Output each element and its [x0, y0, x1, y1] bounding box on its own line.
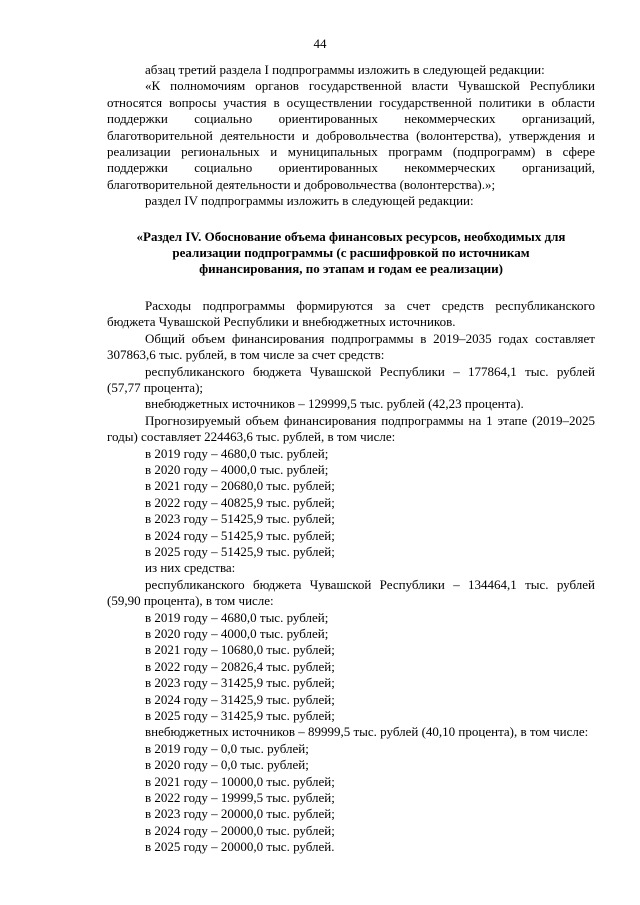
list-item: в 2019 году – 4680,0 тыс. рублей; — [145, 609, 329, 625]
list-item: в 2022 году – 20826,4 тыс. рублей; — [145, 658, 335, 674]
list-item: в 2023 году – 31425,9 тыс. рублей; — [145, 675, 335, 691]
list-item: в 2024 году – 20000,0 тыс. рублей; — [145, 822, 335, 838]
paragraph-stage1: Прогнозируемый объем финансирования подпрограммы на 1 этапе (2019–2025 годы) составляет 224463,6 тыс. рублей, в том числе: — [107, 412, 595, 445]
list-item: в 2022 году – 19999,5 тыс. рублей; — [145, 790, 335, 806]
paragraph-extrabudget-total: внебюджетных источников – 129999,5 тыс. рублей (42,23 процента). — [145, 396, 524, 412]
list-item: в 2024 году – 51425,9 тыс. рублей; — [145, 527, 335, 543]
list-item: в 2025 году – 51425,9 тыс. рублей; — [145, 543, 335, 559]
total-year-list — [107, 446, 595, 561]
list-item: в 2023 году – 51425,9 тыс. рублей; — [145, 511, 335, 527]
list-item: в 2023 году – 20000,0 тыс. рублей; — [145, 806, 335, 822]
list-item: в 2021 году – 20680,0 тыс. рублей; — [145, 478, 335, 494]
intro-paragraph-1: абзац третий раздела I подпрограммы изложить в следующей редакции: — [145, 62, 545, 77]
intro-paragraph-3: раздел IV подпрограммы изложить в следующей редакции: — [145, 193, 474, 209]
list-item: в 2019 году – 4680,0 тыс. рублей; — [145, 445, 329, 461]
list-item: в 2024 году – 31425,9 тыс. рублей; — [145, 691, 335, 707]
list-item: в 2021 году – 10680,0 тыс. рублей; — [145, 642, 335, 658]
list-item: в 2020 году – 4000,0 тыс. рублей; — [145, 626, 329, 641]
list-item: в 2020 году – 4000,0 тыс. рублей; — [145, 461, 329, 477]
list-item: в 2021 году – 10000,0 тыс. рублей; — [145, 773, 335, 789]
paragraph-republic-total: республиканского бюджета Чувашской Республики – 177864,1 тыс. рублей (57,77 процента); — [107, 363, 595, 395]
list-item: в 2025 году – 20000,0 тыс. рублей. — [145, 839, 335, 855]
page-number: 44 — [313, 36, 327, 51]
intro-paragraph-2: «К полномочиям органов государственной власти Чувашской Республики относятся вопросы участия в осуществлении государственной политики в области поддержки социально ориентированных некоммерческих организаций, благотворительной деятельности и добровольчества (волонтерства), утверждения и реализации региональных и муниципальных программ (подпрограмм) в сфере поддержки социально ориентированных некоммерческих организаций, благотворительной деятельности и добровольчества (волонтерства).»; — [107, 78, 595, 192]
of-which-line: из них средства: — [145, 560, 236, 576]
document-body — [107, 62, 595, 856]
republic-year-list — [107, 610, 595, 725]
paragraph-expenses: Расходы подпрограммы формируются за счет средств республиканского бюджета Чувашской Республики и внебюджетных источников. — [107, 297, 595, 330]
section-heading: «Раздел IV. Обоснование объема финансовых ресурсов, необходимых для реализации подпрограммы (с расшифровкой по источникам финансирования, по этапам и годам ее реализации) — [136, 228, 566, 277]
list-item: в 2022 году – 40825,9 тыс. рублей; — [145, 494, 335, 510]
paragraph-extrabudget: внебюджетных источников – 89999,5 тыс. рублей (40,10 процента), в том числе: — [145, 724, 589, 740]
extrabudget-year-list — [107, 741, 595, 856]
list-item: в 2020 году – 0,0 тыс. рублей; — [145, 757, 309, 773]
paragraph-republic-budget: республиканского бюджета Чувашской Республики – 134464,1 тыс. рублей (59,90 процента), в том числе: — [107, 576, 595, 609]
list-item: в 2019 году – 0,0 тыс. рублей; — [145, 740, 309, 756]
list-item: в 2025 году – 31425,9 тыс. рублей; — [145, 708, 335, 724]
paragraph-total: Общий объем финансирования подпрограммы в 2019–2035 годах составляет 307863,6 тыс. рублей, в том числе за счет средств: — [107, 330, 595, 363]
